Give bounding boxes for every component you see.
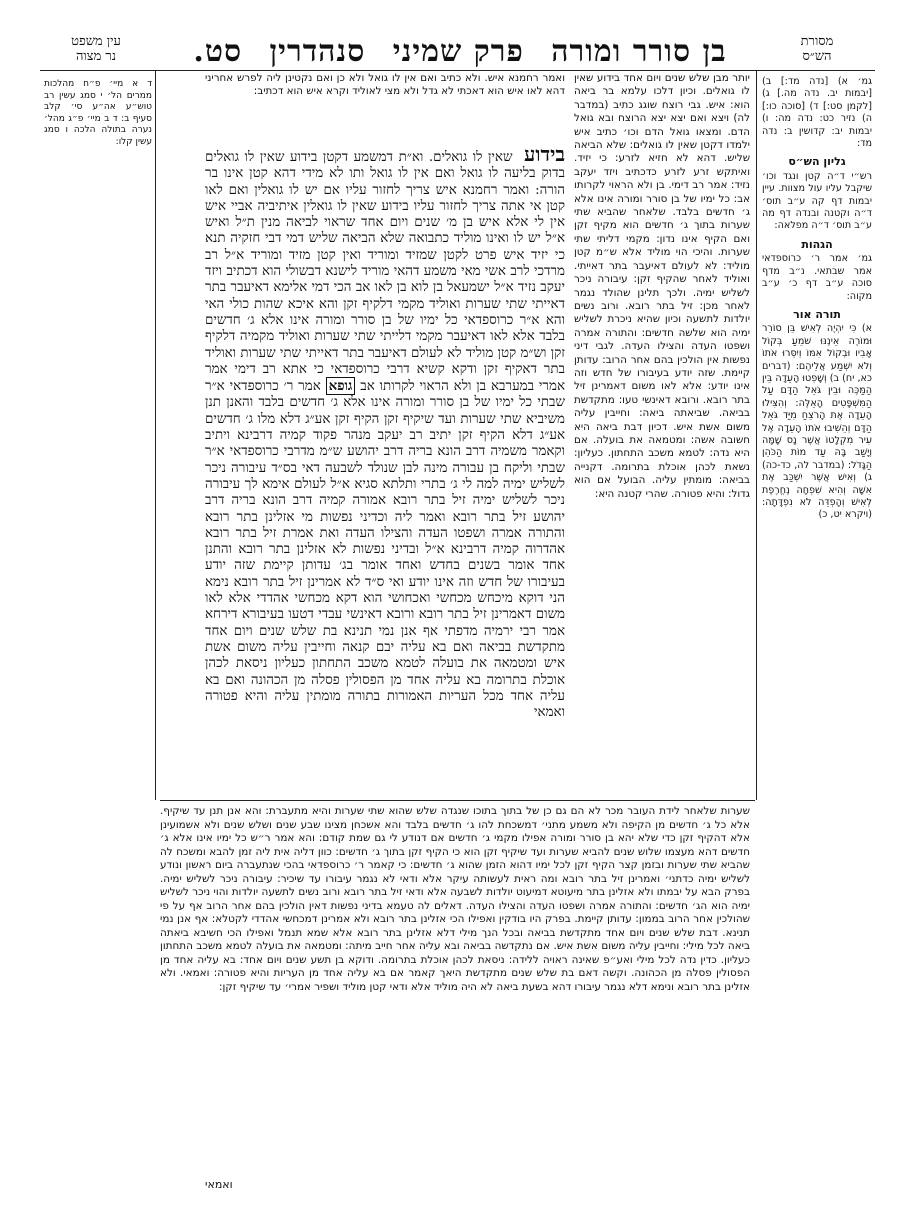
chapter-number: פרק שמיני <box>392 34 524 69</box>
page-title <box>180 34 740 74</box>
ein-mishpat-text: ד א מיי׳ פ״ח מהלכות ממרים הל׳ י סמג עשין רב טוש״ע אה״ע סי׳ קלב סעיף ב: ד ב מיי׳ פ״ג מהל׳ נערה בתולה הלכה ו סמג עשין קלו: <box>44 79 152 147</box>
ein-mishpat-column <box>44 70 152 190</box>
catchword: ואמאי <box>205 1178 233 1191</box>
tosafot-top-text: ואמר רחמנא איש. ולא כתיב ואם אין לו גואל ולא כן ואם נקטינן ליה לפרש אחריני דהא לאו איש הוא דאכתי לא גדל ולא מצי לאוליד וקרא איש הוא דכתיב: <box>205 72 565 98</box>
tosafot-column <box>160 805 750 1175</box>
margin-divider-left <box>155 70 156 800</box>
opening-word: בידוע <box>524 146 565 166</box>
gufa-marker: גופא <box>326 377 356 395</box>
masoret-text: גמ׳ א) [נדה מד:] ב) [יבמות יב. נדה מה.] ג) [לקמן סט:] ד) [סוכה כו:] ה) נזיר כט: נדה מה: ו) יבמות יב: קדושין ב: נדה מד: <box>762 76 872 150</box>
gemara-text-continued: אמר ר׳ כרוספדאי א״ר שבתי כל ימיו של בן סורר ומורה אינו אלא ג׳ חדשים בלבד והאנן תנן משיביא שתי שערות ועד שיקיף זקן הקיף זקן אע״ג דלא מלו ג׳ חדשים אע״ג דלא הקיף זקן יתיב רב יעקב מנהר פקוד קמיה דרבינא ויתיב וקאמר משמיה דרב הונא בריה דרב יהושע ש״מ מדרבי כרוספדאי א״ר שבתי וליקח בן עבורה מינה לבן שנולד לשבעה דאי בס״ד עיבורה ניכר לשליש ימיה למה לי ג׳ בתרי ותלתא סגיא א״ל לעולם אימא לך עיבורה ניכר לשליש ימיה זיל בתר רובא אמורה קמיה דרב הונא בריה דרב יהושע זיל בתר רובא ואמר ליה וכדיני נפשות מי אזלינן בתר רובא והתורה אמרה ושפטו העדה והצילו העדה ואת אמרת זיל בתר רובא אהדרוה קמיה דרבינא א״ל ובדיני נפשות לא אזלינן בתר רובא והתנן אחד אומר בשנים בחדש ואחד אומר בג׳ עדותן קיימת שזה יודע בעיבורו של חדש וזה אינו יודע ואי ס״ד לא אמרינן זיל בתר רובא נימא הני דוקא מיכחש מכחשי ואכחושי הוא דקא מכחשי אהדדי אלא לאו משום דאמרינן זיל בתר רובא ורובא דאינשי עבדי דטעו בעיבורא דירחא אמר רבי ירמיה מדפתי אף אנן נמי תנינא בת שלש שנים ויום אחד מתקדשת בביאה ואם בא עליה יבם קנאה וחייבין עליה משום אשת איש ומטמאה את בועלה לטמא משכב התחתון כעליון ניסאת לכהן אוכלת בתרומה בא עליה אחד מן הפסולין פסלה מן הכהונה ואם בא עליה אחד מכל העריות האמורות בתורה מומתין עליה והיא פטורה ואמאי <box>205 379 565 721</box>
tosafot-top-block <box>205 72 565 142</box>
page-number: סט. <box>193 34 243 69</box>
rashi-text: יותר מבן שלש שנים ויום אחד בידוע שאין לו גואלים. וכיון דלכו עלמא בר ביאה הוא: איש. גבי רוצח שוגג כתיב (במדבר לה) ויצא ואם יצא יצא הרוצח ובא גואל הדם. ומצאו גואל הדם וכו׳ כתיב איש ילמדו דקטן שאין לו גואלים: שלא הביאה שליש. דהא לא חזיא לזרע: כי יזיד. ואיתקש זרע לזרע כדכתיב ויזד יעקב נזיד: אמר רב דימי. בן ולא הראוי לקרותו אב: כל ימיו של בן סורר ומורה אינו אלא ג׳ חדשים בלבד. שלאחר שהביא שתי שערות בתוך ג׳ חדשים הוא מקיף זקן ואם הקיף אינו נדון: מקמי דליתי שתי שערות. והיכי הוי מוליד אלא ש״מ קטן מוליד: לא לעולם דאיעבר בתר דאייתי. ואוליד לאחר שהקיף זקן: עיבורה ניכר לשליש ימיה. ולכך תלינן שהולד נגמר לאחר מכן: זיל בתר רובא. ורוב נשים יולדות לתשעה וכיון שהיא ניכרת לשליש ימיה הוא שלשה חדשים: והתורה אמרה ושפטו העדה והצילו העדה. לגבי דיני נפשות אין הולכין בהם אחר הרוב: עדותן קיימת. שזה יודע בעיבורו של חדש וזה אינו יודע: אלא לאו משום דאמרינן זיל בתר רובא. ורובא דאינשי טעו: מתקדשת בביאה. שביאתה ביאה: וחייבין עליה משום אשת איש. דכיון דבת ביאה היא חשובה אשה: ומטמאה את בועלה. אם היא נדה: לטמא משכב התחתון. כעליון: נשאת לכהן אוכלת בתרומה. דקנייה בביאה: מומתין עליה. הבועל אם הוא גדול: והיא פטורה. שהרי קטנה היא: <box>574 72 750 500</box>
gilyon-heading: גליון הש״ס <box>788 155 846 169</box>
torah-or-text: א) כִּי יִהְיֶה לְאִישׁ בֵּן סוֹרֵר וּמוֹרֶה אֵינֶנּוּ שֹׁמֵעַ בְּקוֹל אָבִיו וּבְקוֹל אִמּוֹ וְיִסְּרוּ אֹתוֹ וְלֹא יִשְׁמַע אֲלֵיהֶם: (דברים כא, יח) ב) וְשָׁפְטוּ הָעֵדָה בֵּין הַמַּכֶּה וּבֵין גֹּאֵל הַדָּם עַל הַמִּשְׁפָּטִים הָאֵלֶּה: וְהִצִּילוּ הָעֵדָה אֶת הָרֹצֵחַ מִיַּד גֹּאֵל הַדָּם וְהֵשִׁיבוּ אֹתוֹ הָעֵדָה אֶל עִיר מִקְלָטוֹ אֲשֶׁר נָס שָׁמָּה וְיָשַׁב בָּהּ עַד מוֹת הַכֹּהֵן הַגָּדֹל: (במדבר לה, כד-כה) ג) וְאִישׁ אֲשֶׁר יִשְׁכַּב אֶת אִשָּׁה וְהִיא שִׁפְחָה נֶחֱרֶפֶת לְאִישׁ וְהָפְדֵּה לֹא נִפְדָּתָה: (ויקרא יט, כ) <box>762 323 872 521</box>
masoret-header <box>762 34 872 74</box>
masoret-label: מסורת <box>800 34 834 49</box>
ner-mitzva-label: נר מצוה <box>75 49 117 64</box>
hagahot-heading: הגהות <box>801 237 833 251</box>
tosafot-text: שערות שלאחר לידת העובר מכר לא הם גם כן של בתוך בתוכו שנגדה שלש שהוא שתי שערות והיא מתעברת: והא אנן תנן עד שיקיף. אלא כל ג׳ חדשים מן הקיפה ולא משמע מתני׳ דמשכחת להו ג׳ חדשים בלבד והא אשכחן מצינו שבע שנים ושלש שנים ולא אשמועינן אלא דהקיף זקן כדי שלא יהא בן סורר ומורה אפילו מקמי ג׳ חדשים אם דנודע לי גם שמת קודם: והא אמר ר״ש כל ימיו אינו אלא ג׳ חדשים דהא מעצמו שלוש שנים להביא שערות ועד שיקיף זקן הוא כי הקיף זקן בתוך ג׳ חדשים: כוון דליה אית ליה זמן להבא ומשכח לה שהביא שתי שערות ובזמן קצר הקיף זקן לכל ימיו דהוא הזמן שהוא ג׳ חדשים: כי קאמר ר׳ כרוספדאי בהכי שנתעברה ביום ראשון ונודע לשליש ימיה כדתני׳ ואמרינן זיל בתר רובא ומה ראית לעשותה עיקר אלא ודאי לא נגמר עיבורו עד שיכיר: עיבורה ניכר לשליש ימיה. בפרק הבא על יבמתו ולא אזלינן בתר מיעוטא דמיעוט יולדות לשבעה אלא ודאי זיל בתר רובא ורוב נשים לתשעה יולדות והוי ניכר לשליש ימיה הוא הג׳ חדשים: והתורה אמרה ושפטו העדה והצילו העדה. דאלים לה טעמא בדיני נפשות דאין הולכין בהם אחר הרוב אף על פי שהולכין אחר הרוב בממון: עדותן קיימת. בפרק היו בודקין ואפילו הכי אזלינן בתר רובא ולא אמרינן דמכחשי אהדדי לקטלא: אף אנן נמי תנינא. דבת שלש שנים ויום אחד מתקדשת בביאה ובכל הנך מילי דלא אזלינן בתר רובא אלא שמא תנמל ואפילו הכי חשיבא ביאתה ביאה לכל מילי: וחייבין עליה משום אשת איש. אם נתקדשה בביאה ובא עליה אחר חייב מיתה: ומטמאה את בועלה לטמא משכב התחתון כעליון. כדין נדה לכל מילי ואע״פ שאינה ראויה ללידה: ניסאת לכהן אוכלת בתרומה. ודוקא בן תשע שנים ויום אחד: בא עליה אחד מן הפסולין פסלה מן הכהונה. וקשה דאם בת שלש שנים מתקדשת היאך קאמר אם בא עליה אחד מן העריות והיא פטורה: ואמאי. ולא אזלינן בתר רובא ונימא דלא נגמר עיבורו דהא בשעת ביאה לא היה מוליד אלא ודאי קטן מוליד ושפיר אמרי׳ עד שיקיף זקן: <box>160 805 750 993</box>
hashas-label: הש״ס <box>802 49 832 64</box>
header-rule <box>40 70 875 71</box>
tosafot-rule <box>160 800 755 801</box>
chapter-name: בן סורר ומורה <box>551 34 727 69</box>
margin-divider-right <box>756 70 757 800</box>
masoret-column <box>762 76 872 796</box>
torah-or-heading: תורה אור <box>793 307 841 321</box>
gemara-text: שאין לו גואלים. וא״ת דמשמע דקטן בידוע שאין לו גואלים בדוק בליעה לו גואל ואם אין לו גואל ותו לא מידי דהא קטן אינו בר הורה: ואמר רחמנא איש צריך לחזור עליו אם יש לו גואלין ואם לאו קטן אי אתה צריך לחזור עליו בידוע שאין לו גואלין איתיביה אביי איש אין לי אלא איש בן מ׳ שנים ויום אחד שראוי לביאה מנין ת״ל ואיש א״ל יש לו ואינו מוליד כתבואה שלא הביאה שליש דמי דבי חזקיה תנא כי יזיד איש פרט לקטן שמזיד ומוריד ואין קטן מזיד ומוריד א״ל רב מרדכי לרב אשי מאי משמע דהאי מוריד לישנא דבשולי הוא דכתיב ויזד יעקב נזיד א״ל ישמעאל בן לוא בן לאו אב הכי דמי אלימא דאיעבר בתר דאייתי שתי שערות ואוליד מקמי דלקיף זקן והא איכא שהות כולי האי והא א״ר כרוספדאי כל ימיו של בן סורר ומורה אינו אלא ג׳ חדשים בלבד אלא לאו דאיעבר מקמי דלייתי שתי שערות ואוליד מקמיה דלקיף זקן וש״מ קטן מוליד לא לעולם דאיעבר בתר דאייתי שתי שערות ואוליד בתר דאקיף זקן ודקא קשיא דרבי כרוספדאי כי אתא רב דימי אמר אמרי במערבא בן ולא הראוי לקרותו אב <box>205 150 565 395</box>
ein-mishpat-header <box>44 34 148 74</box>
rashi-column <box>574 72 750 797</box>
hagahot-text: גמ׳ אמר ר׳ כרוספדאי אמר שבתאי. נ״ב מדף סוכה ע״ב דף כ׳ ע״ב מקוה: <box>762 253 872 302</box>
tractate-name: סנהדרין <box>269 34 366 69</box>
ein-mishpat-label: עין משפט <box>71 34 121 49</box>
gemara-column <box>205 146 565 786</box>
gilyon-text: רש״י ד״ה קטן ונגד וכו׳ שיקבל עליו עול מצוות. עיין יבמות דף קה ע״ב תוס׳ ד״ה וקטנה ובנדה דף מה ע״ב תוס׳ ד״ה מפלאה: <box>762 170 872 232</box>
